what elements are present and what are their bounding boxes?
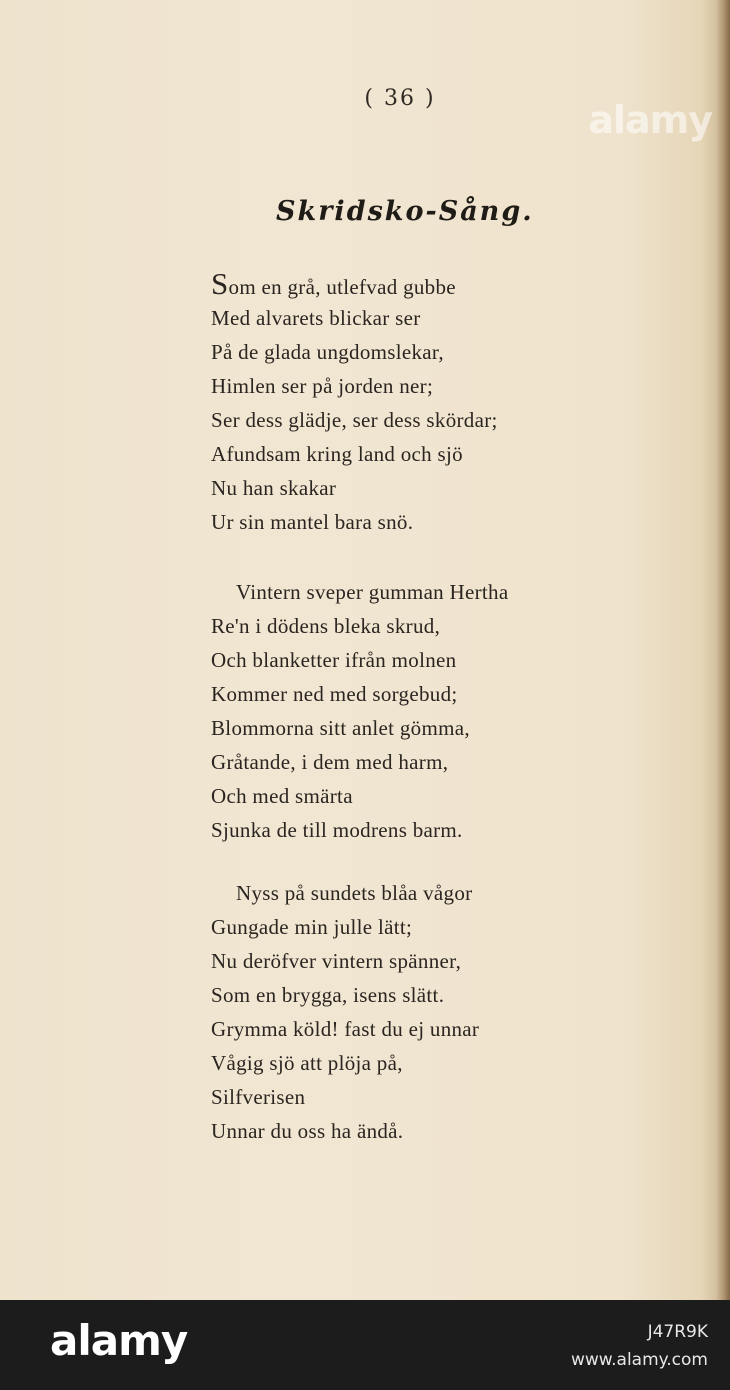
poem-line: Och blanketter ifrån molnen [211,648,457,672]
image-id: J47R9K [647,1322,708,1342]
poem-line: På de glada ungdomslekar, [211,340,444,364]
poem-line: Blommorna sitt anlet gömma, [211,716,470,740]
drop-cap: S [211,266,229,301]
poem-line [211,267,498,301]
poem-line: Gråtande, i dem med harm, [211,750,449,774]
poem-line: Grymma köld! fast du ej unnar [211,1017,480,1041]
poem-line: Vågig sjö att plöja på, [211,1051,403,1075]
poem-line: Afundsam kring land och sjö [211,442,463,466]
poem-title: Skridsko-Sång. [276,196,534,227]
poem-line: Med alvarets blickar ser [211,306,421,330]
poem-line: Kommer ned med sorgebud; [211,682,458,706]
poem-line: Sjunka de till modrens barm. [211,818,463,842]
poem-line: Och med smärta [211,784,353,808]
first-line-rest: om en grå, utlefvad gubbe [228,275,456,299]
poem-line: Re'n i dödens bleka skrud, [211,614,441,638]
stock-footer-bar [0,1300,730,1390]
watermark-logo: alamy [588,98,712,142]
poem-line: Himlen ser på jorden ner; [211,374,434,398]
poem-line: Nu han skakar [211,476,337,500]
poem-line: Nu deröfver vintern spänner, [211,949,462,973]
poem-line: Vintern sveper gumman Hertha [236,580,509,604]
poem-line: Ser dess glädje, ser dess skördar; [211,408,498,432]
poem-line: Silfverisen [211,1085,306,1109]
poem-line: Unnar du oss ha ändå. [211,1119,404,1143]
poem-line: Nyss på sundets blåa vågor [236,881,473,905]
stanza-3 [211,876,479,1148]
site-url[interactable]: www.alamy.com [570,1350,708,1370]
page-number: ( 36 ) [364,86,436,111]
poem-line: Som en brygga, isens slätt. [211,983,445,1007]
poem-line: Gungade min julle lätt; [211,915,413,939]
poem-line: Ur sin mantel bara snö. [211,510,414,534]
stanza-2 [211,575,508,847]
stanza-1 [211,267,498,539]
page-edge-shadow [716,0,730,1300]
alamy-logo: alamy [50,1316,188,1365]
